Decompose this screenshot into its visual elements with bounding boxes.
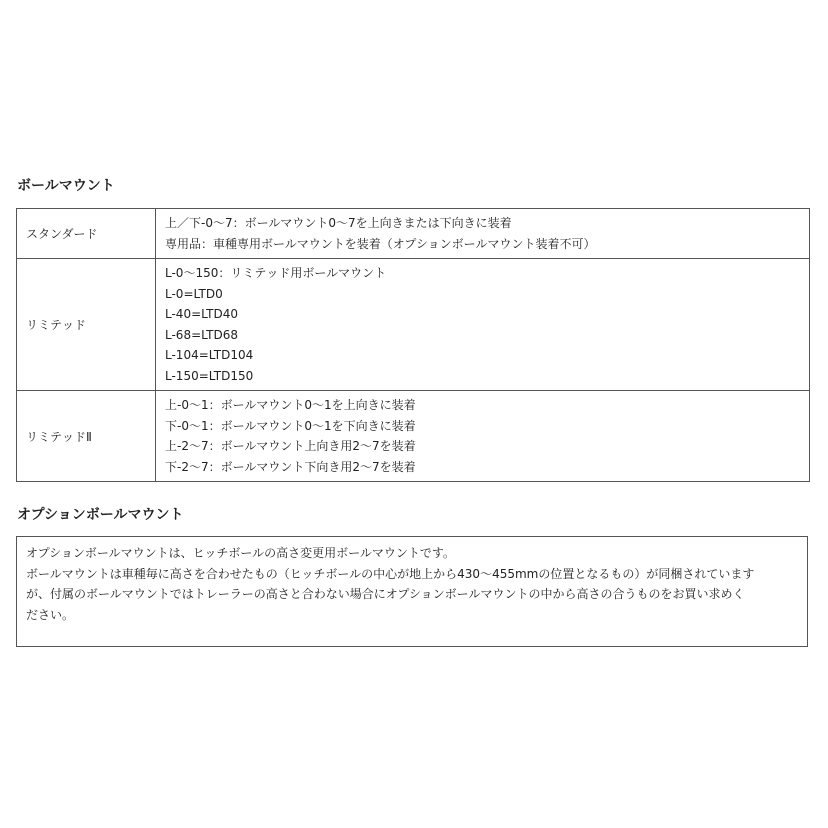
content-line: 上-0～1：ボールマウント0～1を上向きに装着 (165, 398, 416, 412)
note-line: オプションボールマウントは、ヒッチボールの高さ変更用ボールマウントです。 (26, 546, 455, 560)
option-ball-mount-heading: オプションボールマウント (17, 507, 184, 523)
note-line: が、付属のボールマウントではトレーラーの高さと合わない場合にオプションボールマウントの中から高さの合うものをお買い求めく (26, 587, 745, 601)
table-row (17, 391, 810, 482)
note-line: ボールマウントは車種毎に高さを合わせたもの（ヒッチボールの中心が地上から430～455mmの位置となるもの）が同梱されています (26, 566, 755, 581)
content-line: 上-2～7：ボールマウント上向き用2～7を装着 (165, 439, 416, 453)
content-line: 下-2～7：ボールマウント下向き用2～7を装着 (165, 459, 416, 474)
content-line: L-150=LTD150 (165, 368, 254, 383)
content-line: L-0=LTD0 (165, 286, 223, 301)
row-content-standard (156, 209, 810, 259)
row-label-limited-2: リミテッドⅡ (17, 391, 156, 482)
row-label-standard: スタンダード (17, 209, 156, 259)
content-line: L-40=LTD40 (165, 307, 239, 321)
content-line: L-0～150：リミテッド用ボールマウント (165, 266, 387, 280)
ball-mount-spec-table (16, 208, 810, 482)
content-line: L-104=LTD104 (165, 348, 254, 362)
table-row (17, 259, 810, 391)
row-label-limited: リミテッド (17, 259, 156, 391)
note-line: ださい。 (26, 607, 75, 622)
row-content-limited-2 (156, 391, 810, 482)
table-row (17, 209, 810, 259)
content-line: 下-0～1：ボールマウント0～1を下向きに装着 (165, 418, 416, 433)
row-content-limited (156, 259, 810, 391)
content-line: 専用品：車種専用ボールマウントを装着（オプションボールマウント装着不可） (165, 236, 596, 251)
content-line: L-68=LTD68 (165, 327, 239, 342)
content-line: 上／下-0～7：ボールマウント0～7を上向きまたは下向きに装着 (165, 216, 512, 230)
option-note-box (16, 536, 808, 647)
ball-mount-heading: ボールマウント (17, 178, 115, 194)
